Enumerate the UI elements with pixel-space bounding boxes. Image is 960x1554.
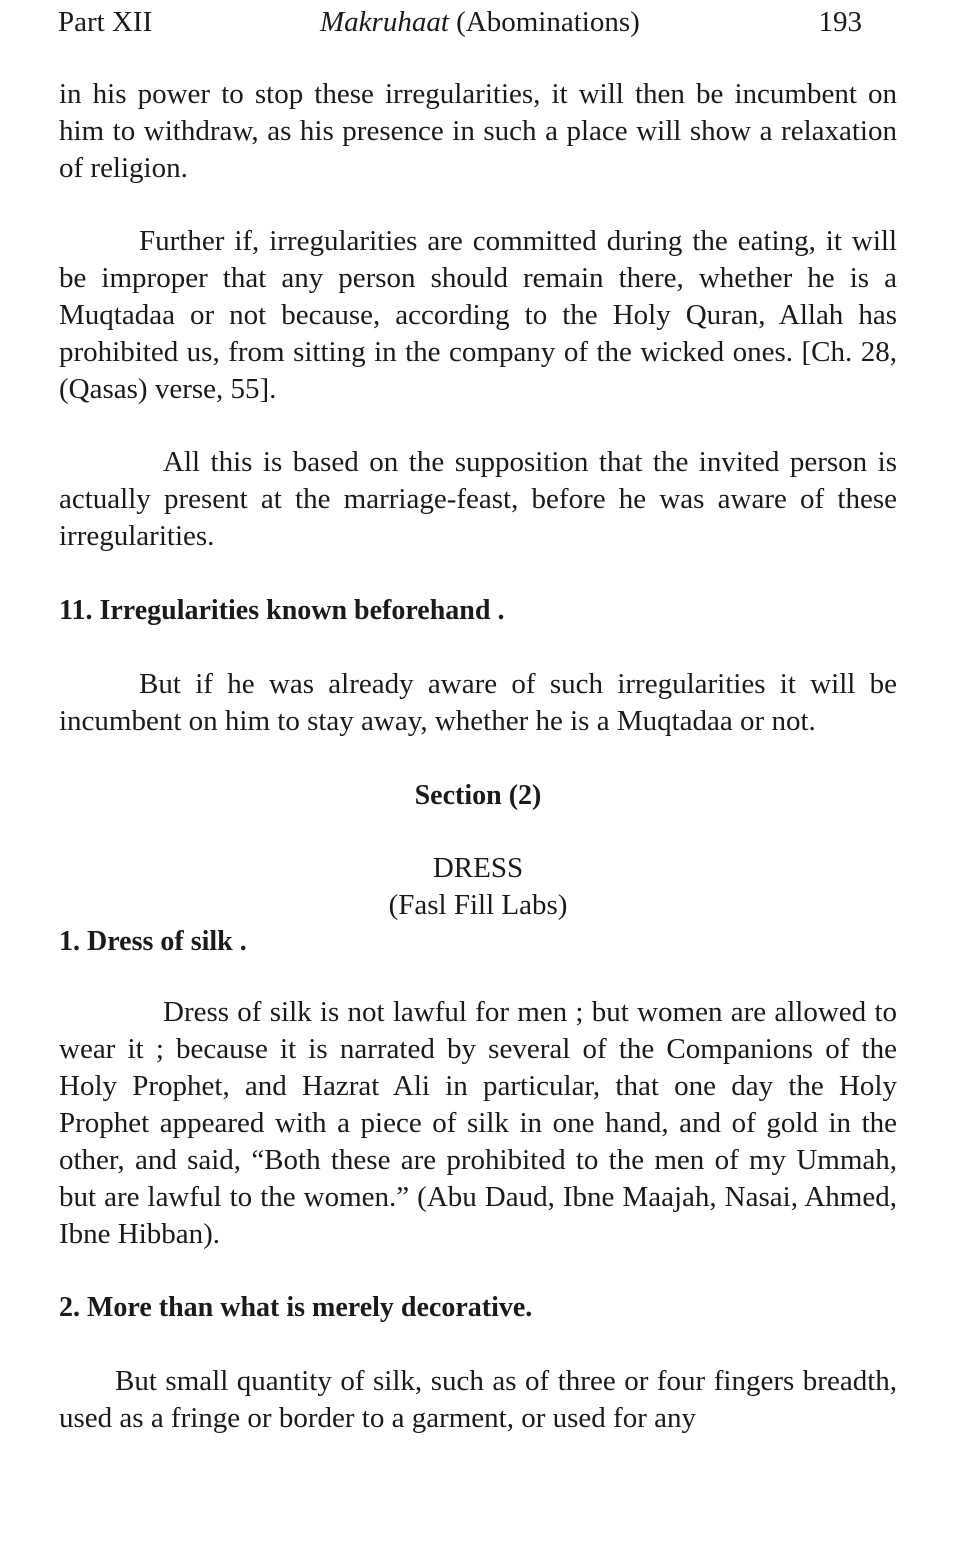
paragraph-continuation: in his power to stop these irregularities, it will then be incumbent on him to withdraw, as his presence in such a place will show a relaxation of religion.	[59, 78, 897, 184]
paragraph-silk: Dress of silk is not lawful for men ; but women are allowed to wear it ; because it is narrated by several of the Companions of the Holy Prophet, and Hazrat Ali in particular, that one day the Holy Prophet appeared with a piece of silk in one hand, and of gold in the other, and said, “Both these are prohibited to the men of my Ummah, but are lawful to the women.” (Abu Daud, Ibne Maajah, Nasai, Ahmed, Ibne Hibban).	[59, 996, 897, 1250]
paragraph-small-quantity: But small quantity of silk, such as of three or four fingers breadth, used as a fringe or border to a garment, or used for any	[59, 1365, 897, 1434]
page-number: 193	[818, 6, 862, 38]
heading-irregularities-known: 11. Irregularities known beforehand .	[59, 595, 505, 626]
header-title	[320, 2, 640, 42]
section-title: Section (2)	[414, 780, 542, 811]
section-subtitle: (Fasl Fill Labs)	[388, 889, 568, 921]
heading-decorative: 2. More than what is merely decorative.	[59, 1292, 533, 1323]
paragraph-supposition: All this is based on the supposition that the invited person is actually present at the marriage-feast, before he was aware of these irregularities.	[59, 446, 897, 552]
header-part: Part XII	[58, 6, 153, 38]
section-subject: DRESS	[432, 852, 524, 884]
header-title-italic: Makruhaat	[320, 6, 449, 38]
paragraph-eating-irregularities: Further if, irregularities are committed during the eating, it will be improper that any person should remain there, whether he is a Muqtadaa or not because, according to the Holy Quran, Allah has prohibited us, from sitting in the company of the wicked ones. [Ch. 28, (Qasas) verse, 55].	[59, 225, 897, 405]
page-header	[58, 2, 862, 42]
header-title-rest: (Abominations)	[448, 6, 640, 38]
heading-dress-of-silk: 1. Dress of silk .	[59, 926, 247, 957]
paragraph-already-aware: But if he was already aware of such irregularities it will be incumbent on him to stay away, whether he is a Muqtadaa or not.	[59, 668, 897, 737]
